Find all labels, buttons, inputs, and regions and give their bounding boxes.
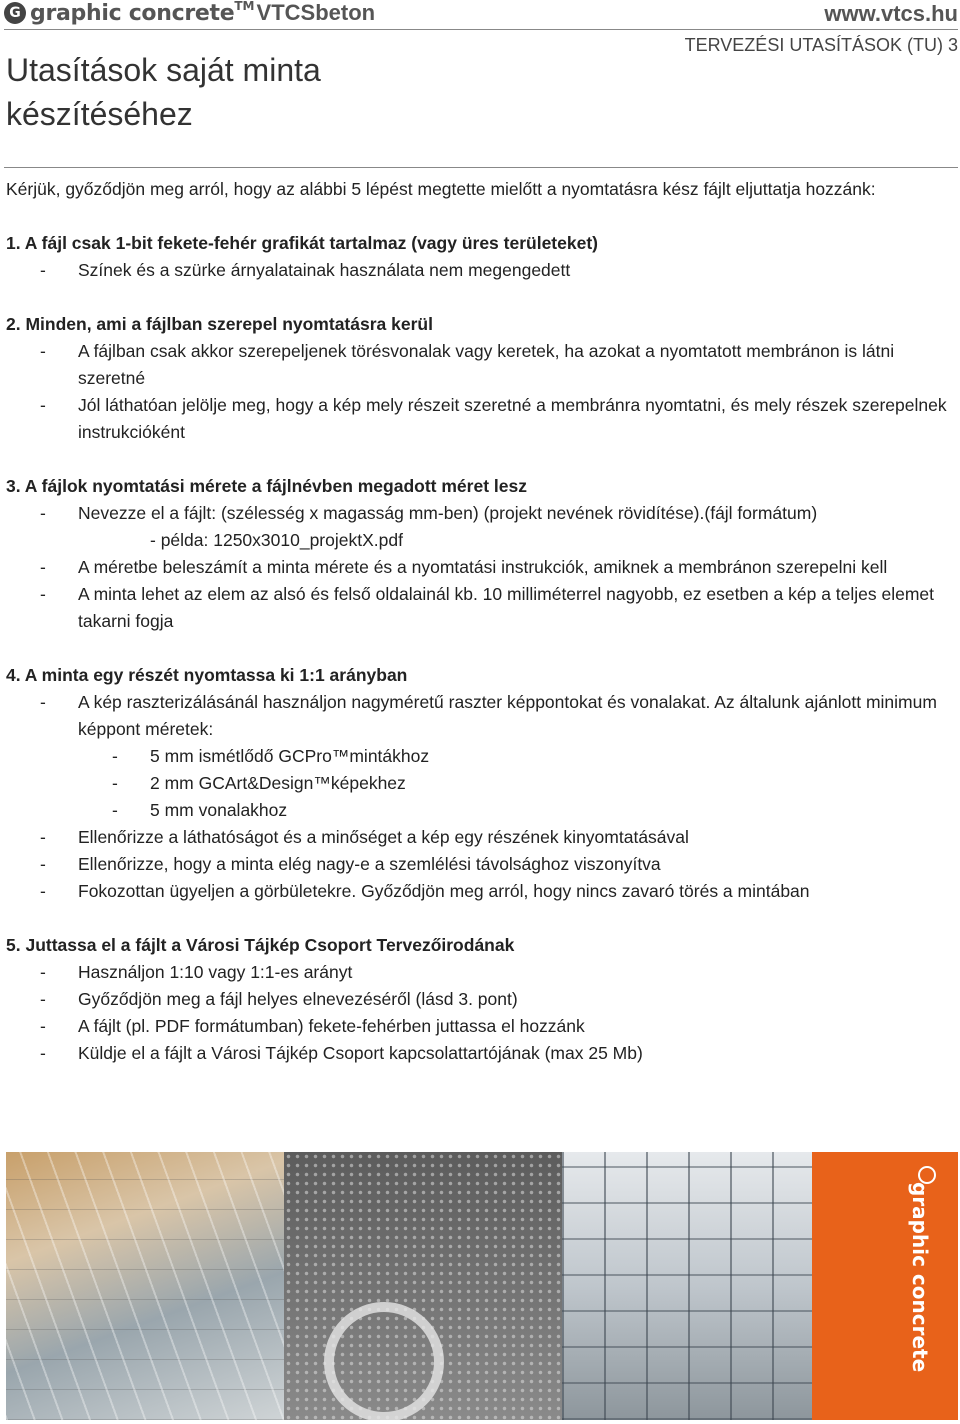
brand-name: VTCSbeton [256,0,376,25]
step-1 [6,230,956,284]
sub-list-item: - 2 mm GCArt&Design™képekhez [112,773,406,793]
photo-strip [6,1152,958,1420]
list-item: - A fájlban csak akkor szerepeljenek törésvonalak vagy keretek, ha azokat a nyomtatott membránon is látni szeretné [40,341,895,388]
list-item: - Győződjön meg a fájl helyes elnevezéséről (lásd 3. pont) [40,989,518,1009]
list-item: - Ellenőrizze, hogy a minta elég nagy-e a szemlélési távolsághoz viszonyítva [40,854,661,874]
page-header [0,0,960,30]
list-item: - A minta lehet az elem az alsó és felső oldalainál kb. 10 milliméterrel nagyobb, ez esetben a kép a teljes elemet takarni fogja [40,584,935,631]
brand-vertical-logo: graphic concrete [908,1182,932,1373]
office-building-photo [562,1152,812,1420]
step-4 [6,662,956,905]
logo-trademark: TM [234,0,255,13]
step-title: 5. Juttassa el a fájlt a Városi Tájkép Csoport Tervezőirodának [6,935,515,955]
intro-text: Kérjük, győződjön meg arról, hogy az alábbi 5 lépést megtette mielőtt a nyomtatásra kész fájlt eljuttatja hozzánk: [6,179,876,199]
list-item: - A kép raszterizálásánál használjon nagyméretű raszter képpontokat és vonalakat. Az általunk ajánlott minimum képpont méretek: [40,692,937,739]
list-item: - Fokozottan ügyeljen a görbületekre. Győződjön meg arról, hogy nincs zavaró törés a mintában [40,881,810,901]
list-item: - Küldje el a fájlt a Városi Tájkép Csoport kapcsolattartójának (max 25 Mb) [40,1043,643,1063]
step-title: 2. Minden, ami a fájlban szerepel nyomtatásra kerül [6,314,433,334]
list-item: - A méretbe beleszámít a minta mérete és a nyomtatási instrukciók, amiknek a membránon szerepelni kell [40,557,888,577]
list-item: - A fájlt (pl. PDF formátumban) fekete-fehérben juttassa el hozzánk [40,1016,585,1036]
sub-list-item: - 5 mm vonalakhoz [112,800,288,820]
list-item: - Jól láthatóan jelölje meg, hogy a kép mely részeit szeretné a membránra nyomtatni, és mely részek szerepelnek instrukcióként [40,395,947,442]
graphic-concrete-logo [4,0,375,26]
step-title: 3. A fájlok nyomtatási mérete a fájlnévben megadott méret lesz [6,476,527,496]
header-divider [4,29,958,30]
logo-text: graphic concrete [30,0,235,26]
brand-panel [812,1152,958,1420]
list-item: - Színek és a szürke árnyalatainak használata nem megengedett [40,260,571,280]
list-item: - Nevezze el a fájlt: (szélesség x magasság mm-ben) (projekt nevének rövidítése).(fájl formátum) [40,503,818,523]
instructions-body [6,176,956,1094]
building-facade-photo [6,1152,284,1420]
filename-example: - példa: 1250x3010_projektX.pdf [150,530,403,550]
step-2 [6,311,956,446]
sub-list-item: - 5 mm ismétlődő GCPro™mintákhoz [112,746,430,766]
patterned-wall-photo [284,1152,562,1420]
step-title: 1. A fájl csak 1-bit fekete-fehér grafikát tartalmaz (vagy üres területeket) [6,233,598,253]
step-5 [6,932,956,1067]
list-item: - Ellenőrizze a láthatóságot és a minőséget a kép egy részének kinyomtatásával [40,827,689,847]
page-title: Utasítások saját minta készítéséhez [6,52,321,132]
list-item: - Használjon 1:10 vagy 1:1-es arányt [40,962,353,982]
website-url: www.vtcs.hu [824,1,958,26]
step-3 [6,473,956,635]
document-code: TERVEZÉSI UTASÍTÁSOK (TU) 3 [684,35,958,55]
copyright-g-icon: G [4,2,26,24]
step-title: 4. A minta egy részét nyomtassa ki 1:1 arányban [6,665,408,685]
title-divider [4,167,958,168]
